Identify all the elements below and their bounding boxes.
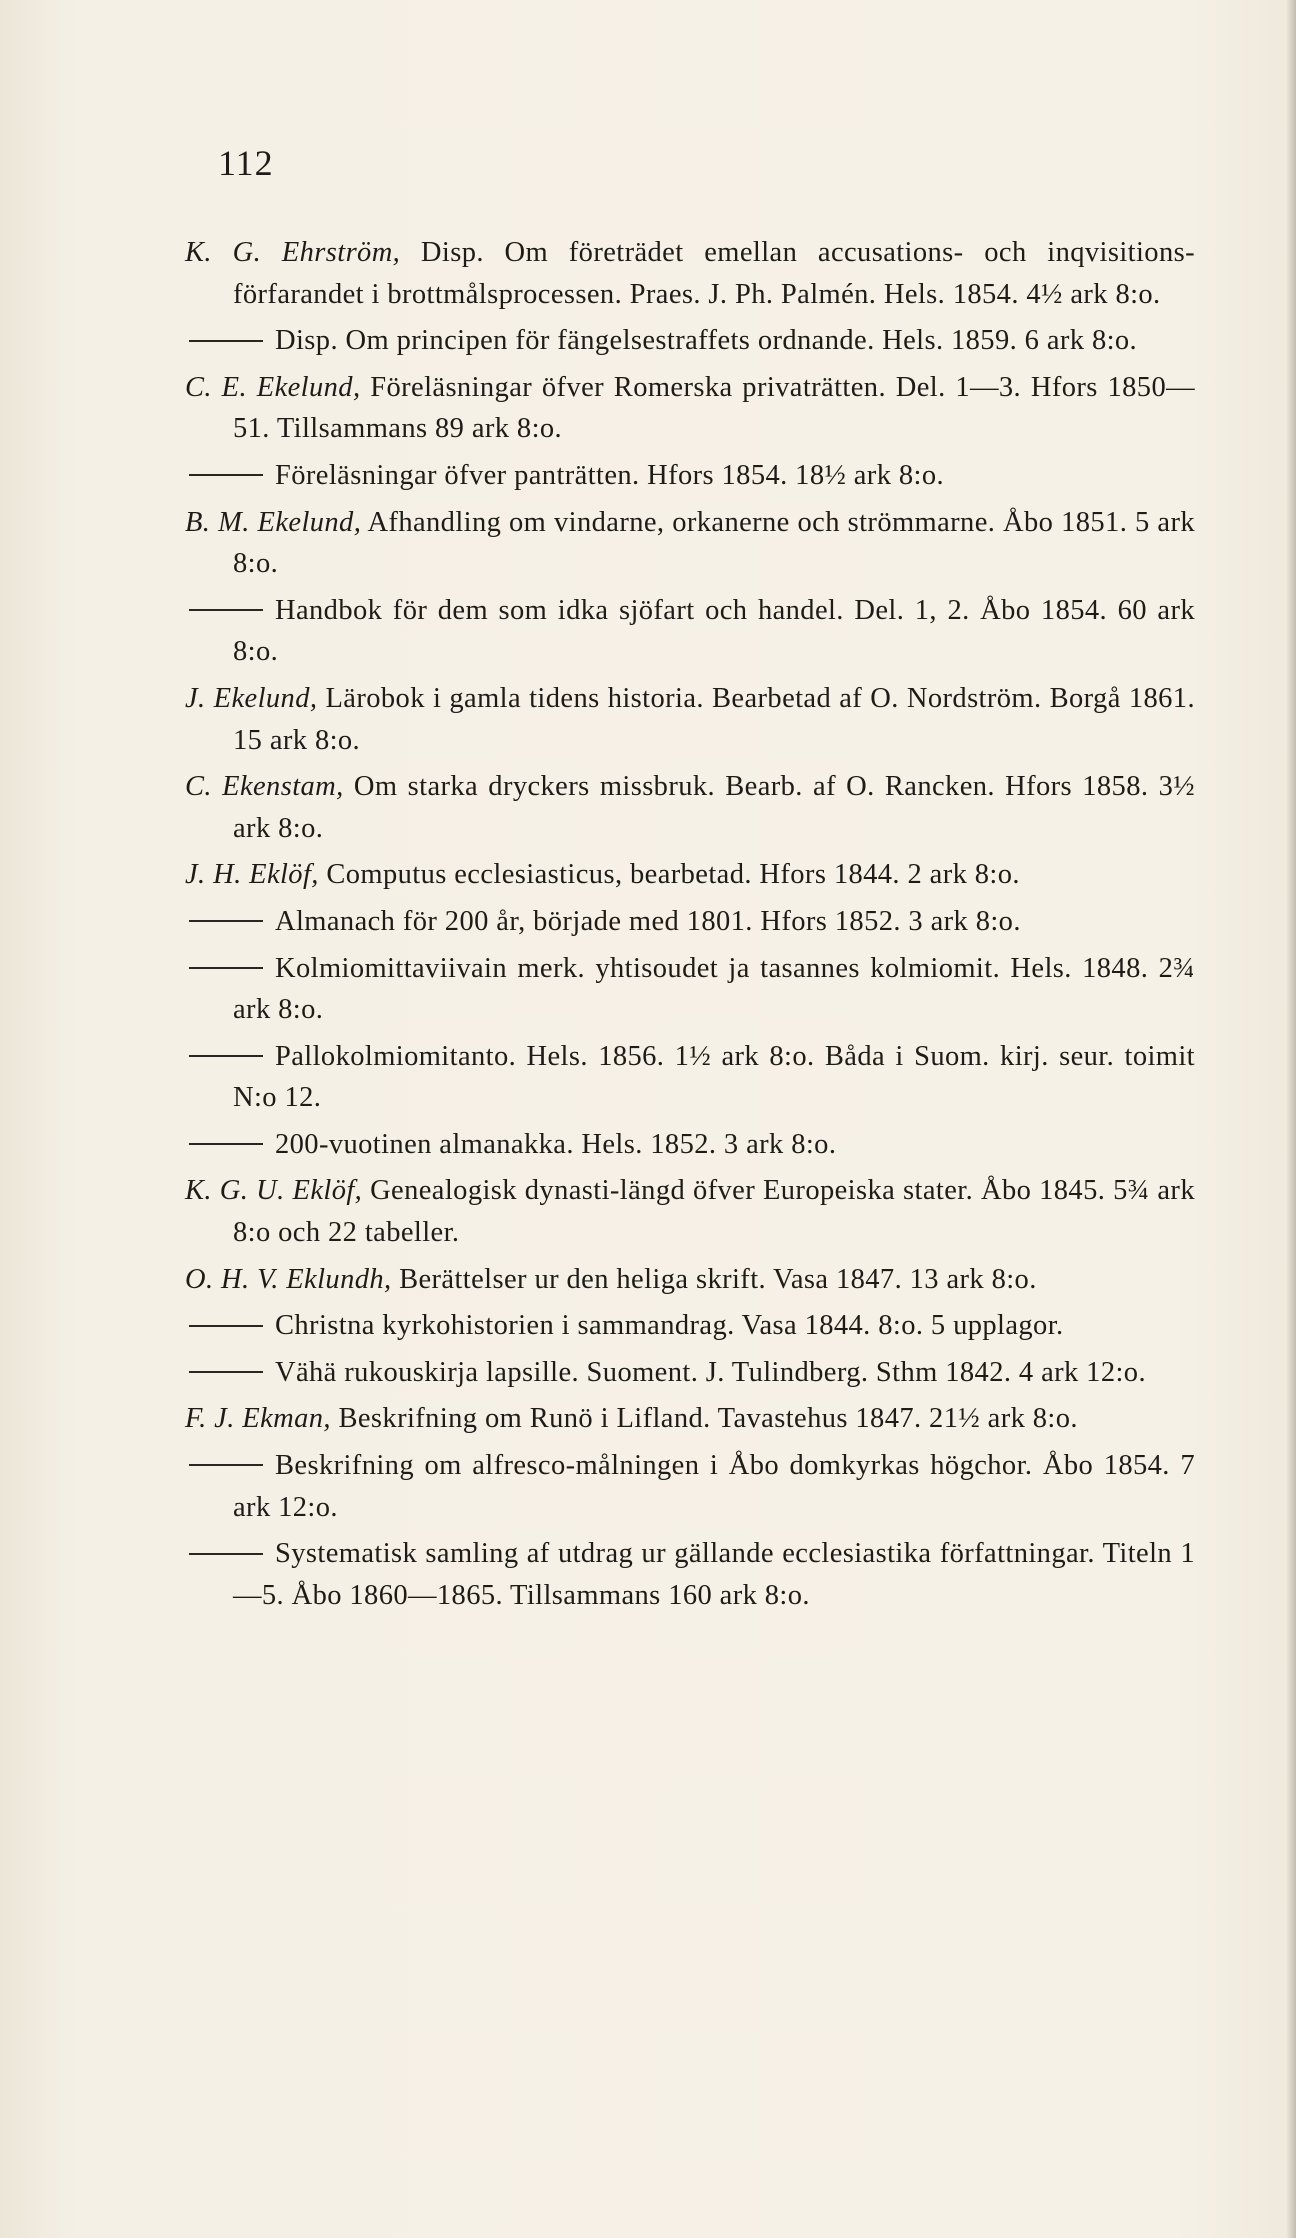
bibliography-entry <box>185 678 1195 761</box>
entry-author: C. Ekenstam, <box>185 771 344 803</box>
entry-author: F. J. Ekman, <box>185 1403 331 1435</box>
page-number: 112 <box>218 143 274 183</box>
bibliography-entry <box>185 854 1195 896</box>
repeat-author-dash <box>189 1143 263 1145</box>
entry-text: Berättelser ur den heliga skrift. Vasa 1847. 13 ark 8:o. <box>391 1263 1037 1295</box>
entry-author: J. Ekelund, <box>185 682 318 714</box>
repeat-author-dash <box>189 474 263 476</box>
bibliography-entry <box>185 1352 1195 1394</box>
bibliography-entry <box>185 1259 1195 1301</box>
bibliography-entry <box>185 1124 1195 1166</box>
bibliography-entry <box>185 502 1195 585</box>
entry-text: Afhandling om vindarne, orkanerne och strömmarne. Åbo 1851. 5 ark 8:o. <box>233 506 1195 580</box>
entry-text: Handbok för dem som idka sjöfart och handel. Del. 1, 2. Åbo 1854. 60 ark 8:o. <box>233 594 1195 668</box>
bibliography-entry <box>185 367 1195 450</box>
repeat-author-dash <box>189 1055 263 1057</box>
bibliography-entry <box>185 766 1195 849</box>
entry-author: B. M. Ekelund, <box>185 506 362 538</box>
entry-text: Pallokolmiomitanto. Hels. 1856. 1½ ark 8:o. Båda i Suom. kirj. seur. toimit N:o 12. <box>233 1040 1195 1114</box>
repeat-author-dash <box>189 1464 263 1466</box>
bibliography-entry <box>185 1398 1195 1440</box>
entry-author: O. H. V. Eklundh, <box>185 1263 392 1295</box>
repeat-author-dash <box>189 609 263 611</box>
entry-text: Föreläsningar öfver Romerska privaträtten. Del. 1—3. Hfors 1850—51. Tillsammans 89 ark 8:o. <box>233 371 1195 445</box>
repeat-author-dash <box>189 1371 263 1373</box>
entry-author: K. G. U. Eklöf, <box>185 1175 363 1207</box>
entry-text: Christna kyrkohistorien i sammandrag. Vasa 1844. 8:o. 5 upplagor. <box>275 1310 1064 1342</box>
repeat-author-dash <box>189 340 263 342</box>
bibliography-entry <box>185 1036 1195 1119</box>
entry-text: Om starka dryckers missbruk. Bearb. af O. Rancken. Hfors 1858. 3½ ark 8:o. <box>233 771 1196 844</box>
entry-author: K. G. Ehrström, <box>185 237 401 268</box>
entry-author: J. H. Eklöf, <box>185 859 319 891</box>
bibliography-entry <box>185 590 1195 673</box>
bibliography-entry <box>185 1170 1195 1253</box>
entry-text: Systematisk samling af utdrag ur gällande ecclesiastika författningar. Titeln 1—5. Åbo 1860—1865. Tillsammans 160 ark 8:o. <box>233 1538 1195 1611</box>
entry-author: C. E. Ekelund, <box>185 371 361 403</box>
entry-text: Lärobok i gamla tidens historia. Bearbetad af O. Nordström. Borgå 1861. 15 ark 8:o. <box>233 682 1195 756</box>
repeat-author-dash <box>189 967 263 969</box>
entry-text: Genealogisk dynasti-längd öfver Europeiska stater. Åbo 1845. 5¾ ark 8:o och 22 tabeller. <box>233 1175 1195 1249</box>
entry-text: Beskrifning om Runö i Lifland. Tavastehus 1847. 21½ ark 8:o. <box>330 1403 1078 1435</box>
entry-text: Computus ecclesiasticus, bearbetad. Hfors 1844. 2 ark 8:o. <box>318 859 1020 891</box>
bibliography-entry <box>185 1305 1195 1347</box>
bibliography-list <box>185 232 1195 1621</box>
entry-text: Föreläsningar öfver panträtten. Hfors 1854. 18½ ark 8:o. <box>275 459 945 491</box>
bibliography-entry <box>185 320 1195 362</box>
page-edge-shadow <box>1286 0 1296 2238</box>
entry-text: Disp. Om företrädet emellan accusations- och inqvisitions-förfarandet i brottmålsprocessen. Praes. J. Ph. Palmén. Hels. 1854. 4½ ark 8:o. <box>233 237 1195 310</box>
repeat-author-dash <box>189 1553 263 1555</box>
bibliography-entry <box>185 948 1195 1031</box>
repeat-author-dash <box>189 1325 263 1327</box>
bibliography-entry <box>185 232 1195 315</box>
bibliography-entry <box>185 455 1195 497</box>
bibliography-entry <box>185 1533 1195 1616</box>
bibliography-entry <box>185 901 1195 943</box>
entry-text: Beskrifning om alfresco-målningen i Åbo domkyrkas högchor. Åbo 1854. 7 ark 12:o. <box>233 1450 1195 1523</box>
entry-text: Vähä rukouskirja lapsille. Suoment. J. Tulindberg. Sthm 1842. 4 ark 12:o. <box>275 1356 1146 1388</box>
entry-text: Almanach för 200 år, började med 1801. Hfors 1852. 3 ark 8:o. <box>275 905 1021 937</box>
entry-text: Kolmiomittaviivain merk. yhtisoudet ja tasannes kolmiomit. Hels. 1848. 2¾ ark 8:o. <box>233 952 1195 1026</box>
entry-text: 200-vuotinen almanakka. Hels. 1852. 3 ark 8:o. <box>275 1128 837 1160</box>
bibliography-entry <box>185 1445 1195 1528</box>
repeat-author-dash <box>189 920 263 922</box>
entry-text: Disp. Om principen för fängelsestraffets ordnande. Hels. 1859. 6 ark 8:o. <box>275 325 1138 357</box>
